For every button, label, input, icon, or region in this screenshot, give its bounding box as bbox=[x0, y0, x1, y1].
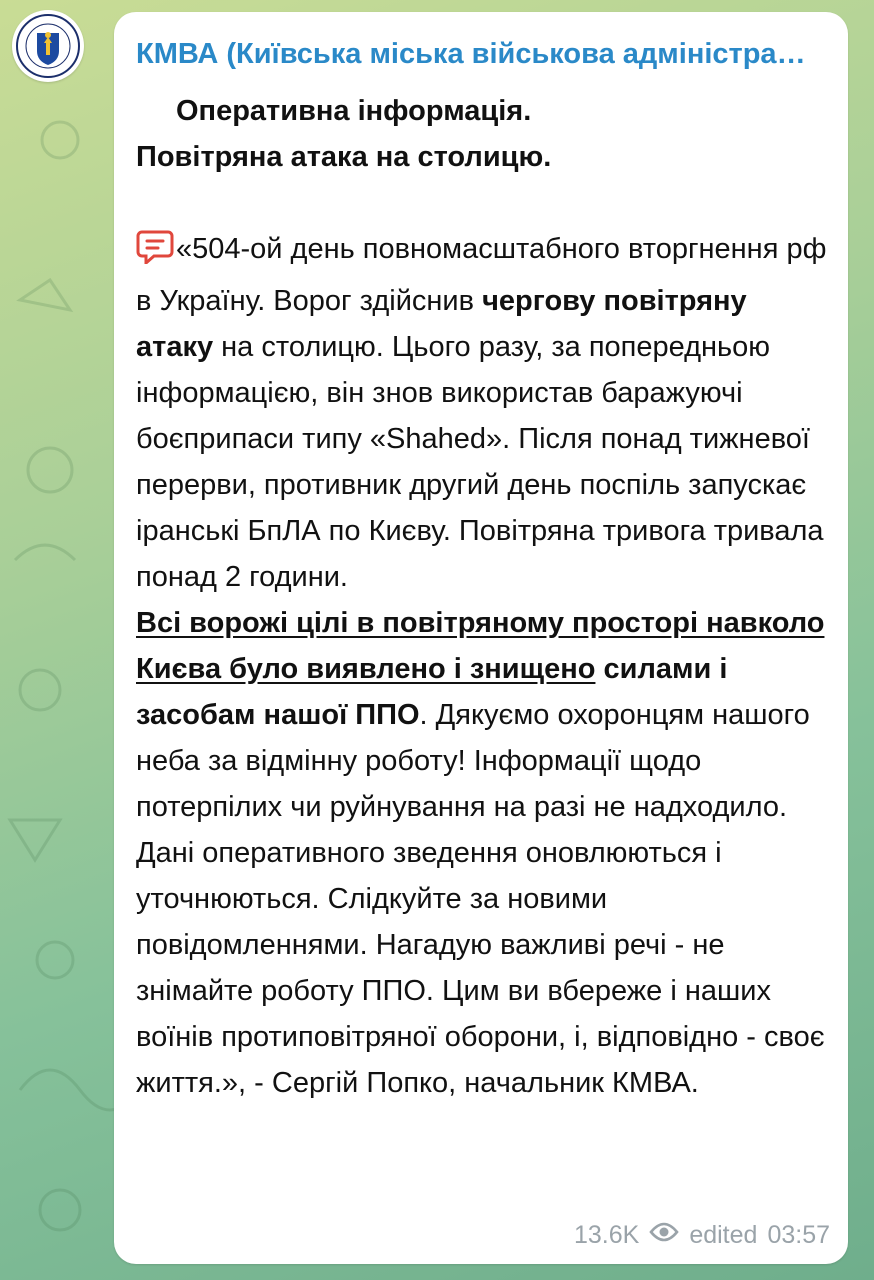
view-count: 13.6K bbox=[573, 1221, 640, 1249]
bold-text-1: чергову повітряну атаку bbox=[136, 285, 747, 363]
quote-paragraph bbox=[136, 226, 828, 600]
quote-text-2: на столицю. Цього разу, за попередньою інформацією, він знов використав баражуючі боєприпаси типу «Shahed». Після понад тижневої перерви, противник другий день поспіль запускає іранські БпЛА по Києву. Повітряна тривога тривала понад 2 години. bbox=[136, 331, 824, 593]
channel-name[interactable]: КМВА (Київська міська військова адміністра… bbox=[136, 38, 806, 70]
message-bubble[interactable] bbox=[114, 12, 848, 1264]
bold-text-2: силами і засобам нашої ППО bbox=[136, 653, 728, 731]
eye-icon bbox=[649, 1221, 679, 1250]
heading-line-1: Оперативна інформація. bbox=[176, 95, 532, 127]
result-paragraph bbox=[136, 600, 828, 1106]
quote-text-1: «504-ой день повномасштабного вторгнення рф в Україну. Ворог здійснив bbox=[136, 233, 827, 317]
quote-text-3: . Дякуємо охоронцям нашого неба за відмінну роботу! Інформації щодо потерпілих чи руйнування на разі не надходило. Дані оперативного зведення оновлюються і уточнюються. Слідкуйте за новими повідомленнями. Нагадую важливі речі - не знімайте роботу ППО. Цим ви вбереже і наших воїнів протиповітряної оборони, і, відповідно - своє життя.», - Сергій Попко, начальник КМВА. bbox=[136, 699, 825, 1099]
speech-bubble-icon bbox=[136, 230, 174, 278]
heading-line-2: Повітряна атака на столицю. bbox=[136, 141, 552, 173]
message-text bbox=[136, 88, 828, 1106]
empty-line bbox=[136, 180, 828, 226]
underlined-bold-text: Всі ворожі цілі в повітряному просторі навколо Києва було виявлено і знищено bbox=[136, 607, 825, 685]
channel-avatar[interactable] bbox=[12, 10, 84, 82]
kyiv-emblem-icon bbox=[15, 13, 81, 79]
edited-label: edited bbox=[689, 1221, 758, 1249]
message-footer bbox=[574, 1221, 830, 1250]
message-time: 03:57 bbox=[767, 1221, 830, 1249]
